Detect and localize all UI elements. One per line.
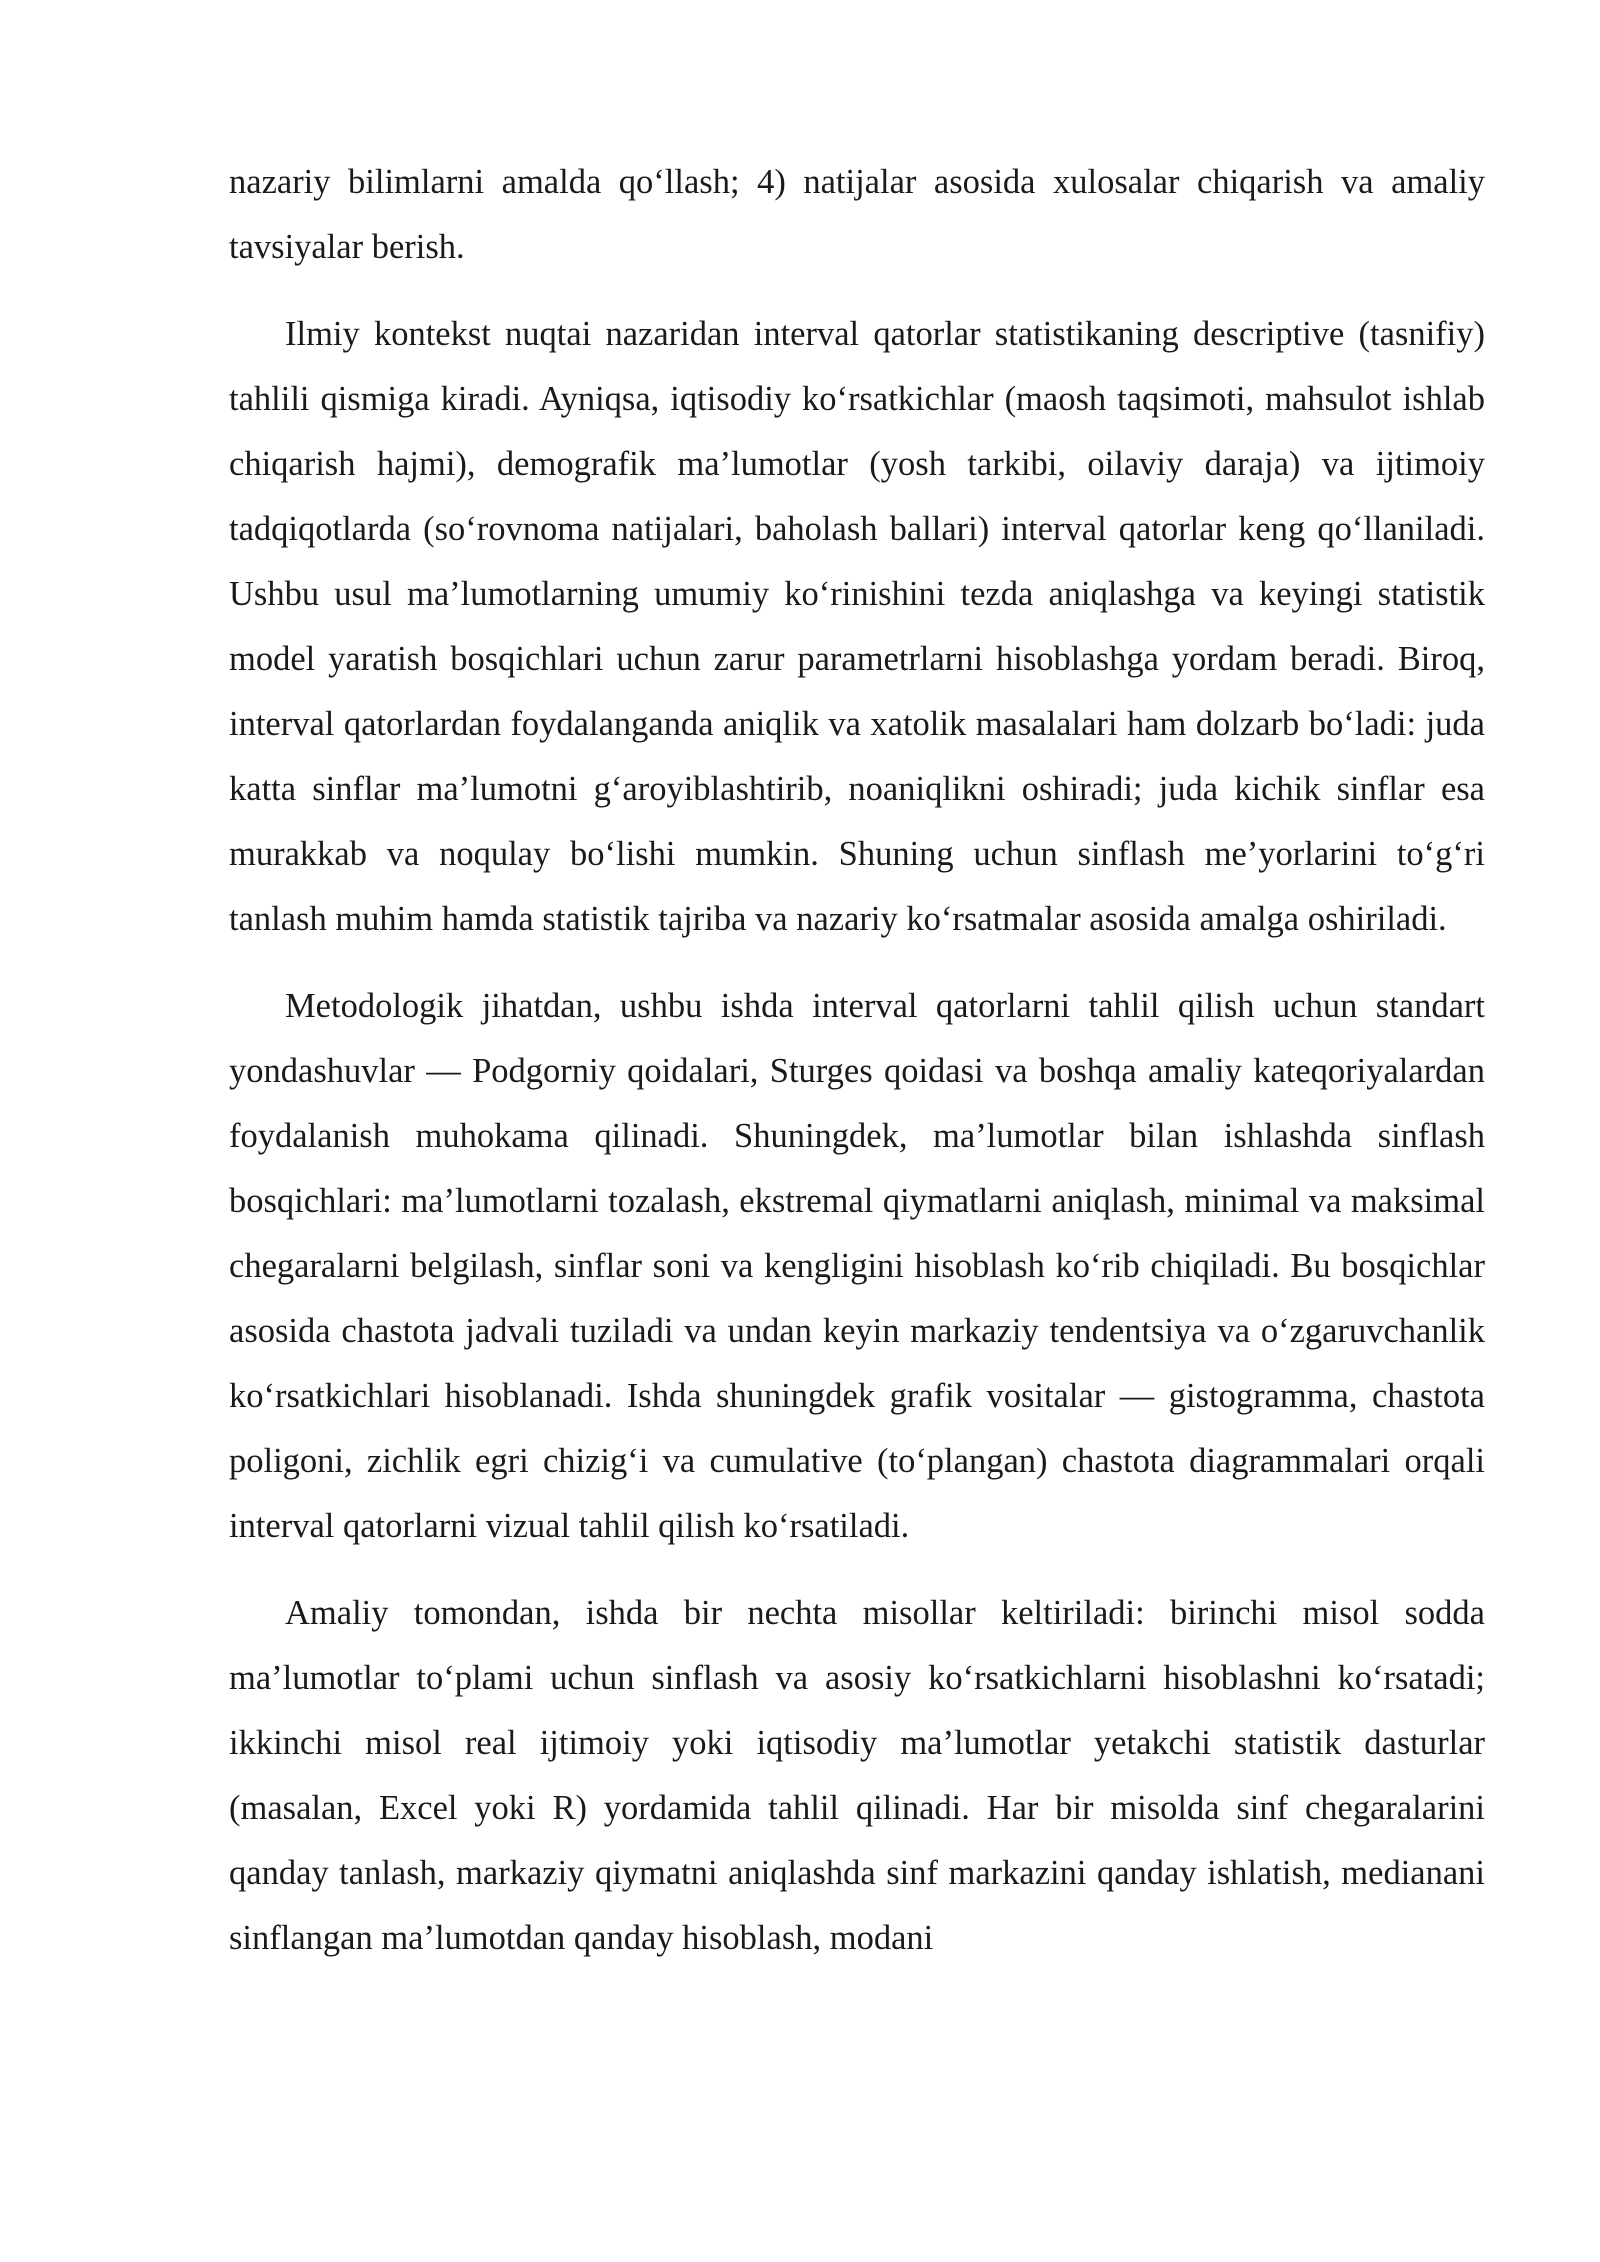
paragraph-scientific-context: Ilmiy kontekst nuqtai nazaridan interval qatorlar statistikaning descriptive (tasnifiy) tahlili qismiga kiradi. Ayniqsa, iqtisodiy ko‘rsatkichlar (maosh taqsimoti, mahsulot ishlab chiqarish hajmi), demografik ma’lumotlar (yosh tarkibi, oilaviy daraja) va ijtimoiy tadqiqotlarda (so‘rovnoma natijalari, baholash ballari) interval qatorlar keng qo‘llaniladi. Ushbu usul ma’lumotlarning umumiy ko‘rinishini tezda aniqlashga va keyingi statistik model yaratish bosqichlari uchun zarur parametrlarni hisoblashga yordam beradi. Biroq, interval qatorlardan foydalanganda aniqlik va xatolik masalalari ham dolzarb bo‘ladi: juda katta sinflar ma’lumotni g‘aroyiblashtirib, noaniqlikni oshiradi; juda kichik sinflar esa murakkab va noqulay bo‘lishi mumkin. Shuning uchun sinflash me’yorlarini to‘g‘ri tanlash muhim hamda statistik tajriba va nazariy ko‘rsatmalar asosida amalga oshiriladi. [229, 315, 1485, 938]
paragraph-continuation: nazariy bilimlarni amalda qo‘llash; 4) natijalar asosida xulosalar chiqarish va amaliy tavsiyalar berish. [229, 163, 1485, 266]
document-body [229, 150, 1485, 1993]
paragraph-practical-examples: Amaliy tomondan, ishda bir nechta misollar keltiriladi: birinchi misol sodda ma’lumotlar to‘plami uchun sinflash va asosiy ko‘rsatkichlarni hisoblashni ko‘rsatadi; ikkinchi misol real ijtimoiy yoki iqtisodiy ma’lumotlar yetakchi statistik dasturlar (masalan, Excel yoki R) yordamida tahlil qilinadi. Har bir misolda sinf chegaralarini qanday tanlash, markaziy qiymatni aniqlashda sinf markazini qanday ishlatish, medianani sinflangan ma’lumotdan qanday hisoblash, modani [229, 1594, 1485, 1957]
paragraph-methodology: Metodologik jihatdan, ushbu ishda interval qatorlarni tahlil qilish uchun standart yondashuvlar — Podgorniy qoidalari, Sturges qoidasi va boshqa amaliy kateqoriyalardan foydalanish muhokama qilinadi. Shuningdek, ma’lumotlar bilan ishlashda sinflash bosqichlari: ma’lumotlarni tozalash, ekstremal qiymatlarni aniqlash, minimal va maksimal chegaralarni belgilash, sinflar soni va kengligini hisoblash ko‘rib chiqiladi. Bu bosqichlar asosida chastota jadvali tuziladi va undan keyin markaziy tendentsiya va o‘zgaruvchanlik ko‘rsatkichlari hisoblanadi. Ishda shuningdek grafik vositalar — gistogramma, chastota poligoni, zichlik egri chizig‘i va cumulative (to‘plangan) chastota diagrammalari orqali interval qatorlarni vizual tahlil qilish ko‘rsatiladi. [229, 987, 1485, 1545]
